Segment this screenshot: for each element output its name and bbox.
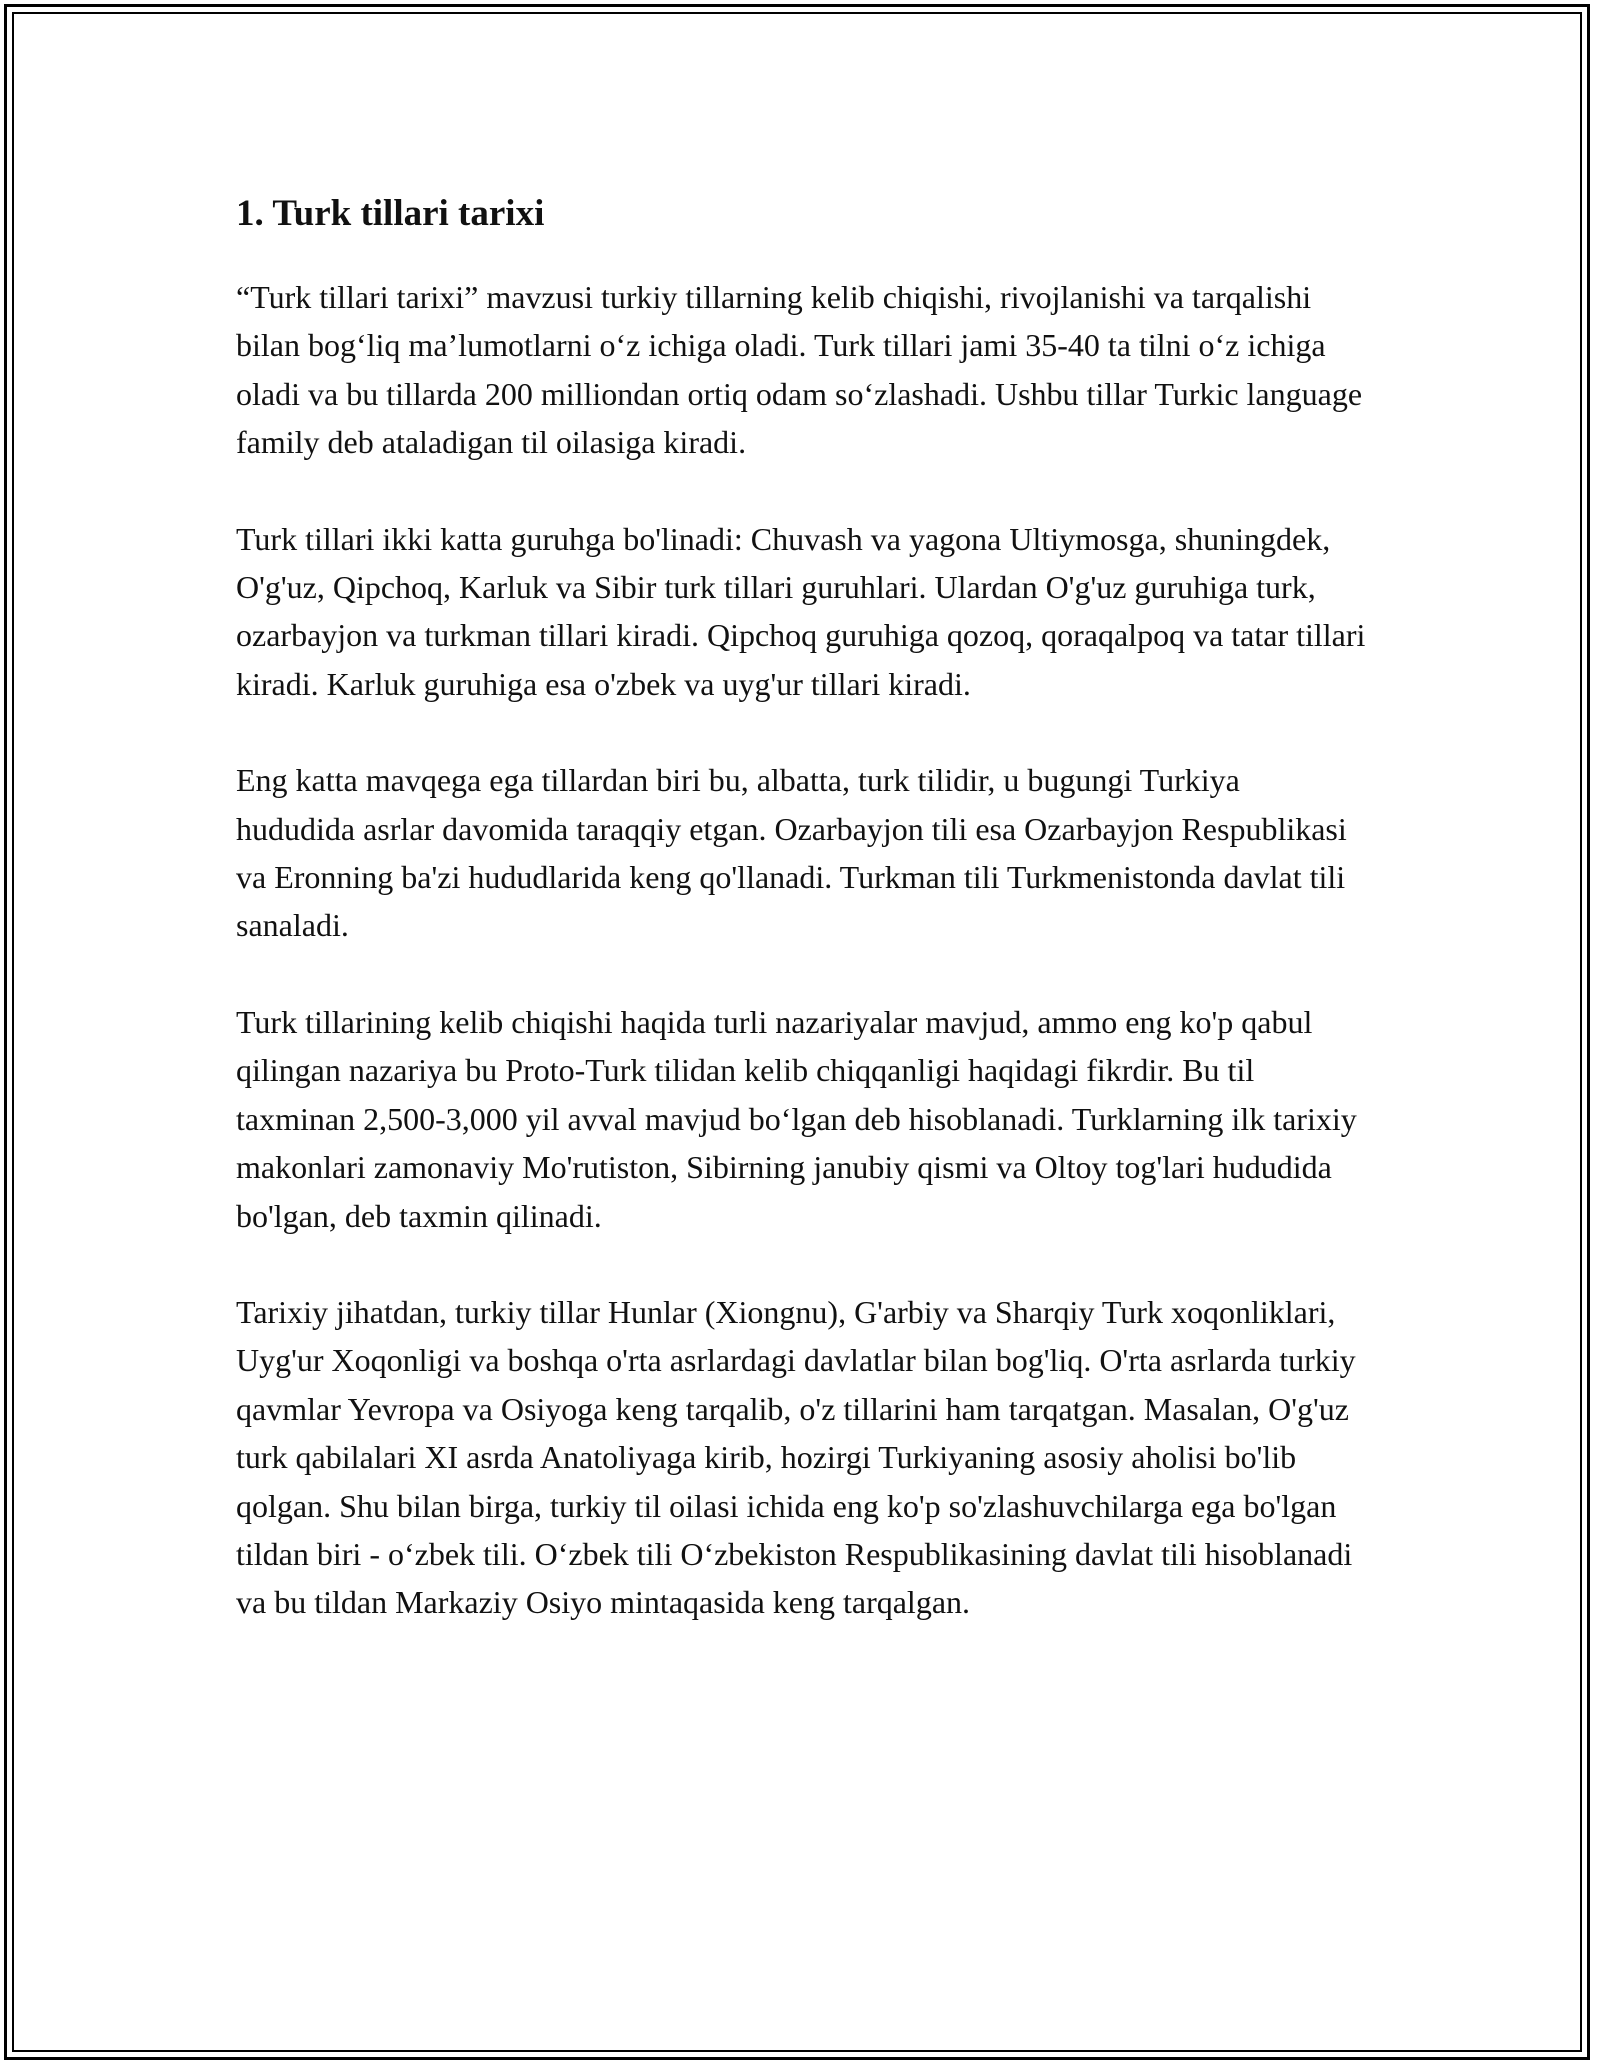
paragraph-intro: “Turk tillari tarixi” mavzusi turkiy tillarning kelib chiqishi, rivojlanishi va tarqalishi bilan bog‘liq ma’lumotlarni o‘z ichiga oladi. Turk tillari jami 35-40 ta tilni o‘z ichiga oladi va bu tillarda 200 milliondan ortiq odam so‘zlashadi. Ushbu tillar Turkic language family deb ataladigan til oilasiga kiradi. bbox=[236, 279, 1363, 461]
document-title: 1. Turk tillari tarixi bbox=[236, 193, 545, 234]
paragraph-groups: Turk tillari ikki katta guruhga bo'linadi: Chuvash va yagona Ultiymosga, shuningdek, O'g'uz, Qipchoq, Karluk va Sibir turk tillari guruhlari. Ulardan O'g'uz guruhiga turk, ozarbayjon va turkman tillari kiradi. Qipchoq guruhiga qozoq, qoraqalpoq va tatar tillari kiradi. Karluk guruhiga esa o'zbek va uyg'ur tillari kiradi. bbox=[236, 520, 1366, 702]
paragraph-origins: Turk tillarining kelib chiqishi haqida turli nazariyalar mavjud, ammo eng ko'p qabul qilingan nazariya bu Proto-Turk tilidan kelib chiqqanligi haqidagi fikrdir. Bu til taxminan 2,500-3,000 yil avval mavjud bo‘lgan deb hisoblanadi. Turklarning ilk tarixiy makonlari zamonaviy Mo'rutiston, Sibirning janubiy qismi va Oltoy tog'lari hududida bo'lgan, deb taxmin qilinadi. bbox=[236, 1003, 1357, 1234]
paragraph-major-languages: Eng katta mavqega ega tillardan biri bu, albatta, turk tilidir, u bugungi Turkiya hududida asrlar davomida taraqqiy etgan. Ozarbayjon tili esa Ozarbayjon Respublikasi va Eronning ba'zi hududlarida keng qo'llanadi. Turkman tili Turkmenistonda davlat tili sanaladi. bbox=[236, 762, 1347, 944]
paragraph-history: Tarixiy jihatdan, turkiy tillar Hunlar (Xiongnu), G'arbiy va Sharqiy Turk xoqonliklari, Uyg'ur Xoqonligi va boshqa o'rta asrlardagi davlatlar bilan bog'liq. O'rta asrlarda turkiy qavmlar Yevropa va Osiyoga keng tarqalib, o'z tillarini ham tarqatgan. Masalan, O'g'uz turk qabilalari XI asrda Anatoliyaga kirib, hozirgi Turkiyaning asosiy aholisi bo'lib qolgan. Shu bilan birga, turkiy til oilasi ichida eng ko'p so'zlashuvchilarga ega bo'lgan tildan biri - o‘zbek tili. O‘zbek tili O‘zbekiston Respublikasining davlat tili hisoblanadi va bu tildan Markaziy Osiyo mintaqasida keng tarqalgan. bbox=[236, 1293, 1356, 1621]
document-body bbox=[236, 185, 1366, 1675]
